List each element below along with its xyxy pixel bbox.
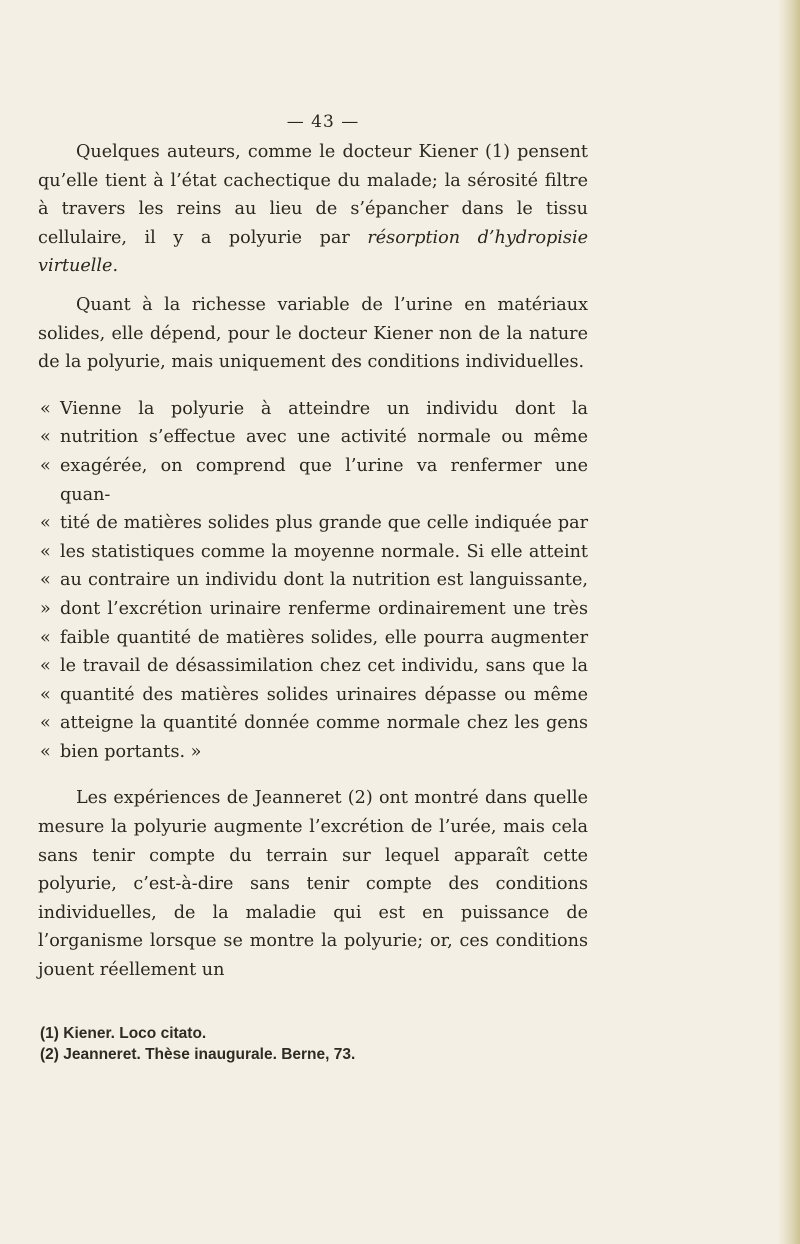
- italic-term: résorption d’hydropisie virtuelle.: [38, 227, 588, 277]
- quote-text: les statistiques comme la moyenne normale. Si elle atteint: [60, 541, 588, 562]
- footnotes: [38, 1023, 588, 1065]
- quote-line: [38, 509, 588, 538]
- quote-text: bien portants. »: [60, 741, 202, 762]
- quote-text: dont l’excrétion urinaire renferme ordinairement une très: [60, 598, 588, 619]
- quote-line: [38, 566, 588, 595]
- quote-mark: «: [40, 398, 51, 419]
- quote-mark: «: [40, 570, 51, 591]
- quote-text: quantité des matières solides urinaires dépasse ou même: [60, 684, 588, 705]
- quote-line: [38, 538, 588, 567]
- footnote-2: (2) Jeanneret. Thèse inaugurale. Berne, 73.: [40, 1045, 356, 1063]
- page-number: — 43 —: [286, 112, 360, 132]
- quote-text: faible quantité de matières solides, elle pourra augmenter: [60, 627, 588, 648]
- quote-text: le travail de désassimilation chez cet individu, sans que la: [60, 656, 588, 677]
- quote-line: [38, 423, 588, 452]
- quote-line: [38, 624, 588, 653]
- quote-text: nutrition s’effectue avec une activité normale ou même: [60, 427, 588, 448]
- quote-mark: «: [40, 656, 51, 677]
- quote-mark: «: [40, 627, 51, 648]
- footnote-1: (1) Kiener. Loco citato.: [40, 1024, 207, 1042]
- paragraph-kiener-theory-text: Quelques auteurs, comme le docteur Kiener (1) pensent qu’elle tient à l’état cachectique du malade; la sérosité filtre à travers les reins au lieu de s’épancher dans le tissu cellulaire, il y a polyurie par: [38, 142, 588, 248]
- quote-mark: «: [40, 513, 51, 534]
- paragraph-jeanneret-experiments: Les expériences de Jeanneret (2) ont montré dans quelle mesure la polyurie augmente l’excrétion de l’urée, mais cela sans tenir compte du terrain sur lequel apparaît cette polyurie, c’est-à-dire sans tenir compte des conditions individuelles, de la maladie qui est en puissance de l’organisme lorsque se montre la polyurie; or, ces conditions jouent réellement un: [38, 788, 588, 981]
- quote-mark: «: [40, 684, 51, 705]
- quote-text: Vienne la polyurie à atteindre un individu dont la: [60, 398, 588, 419]
- quote-text: atteigne la quantité donnée comme normale chez les gens: [60, 713, 588, 734]
- quote-mark: «: [40, 713, 51, 734]
- quote-mark: «: [40, 427, 51, 448]
- quote-line: [38, 709, 588, 738]
- quote-line: [38, 738, 588, 767]
- paragraph-kiener-theory: [38, 138, 588, 281]
- quote-text: tité de matières solides plus grande que celle indiquée par: [60, 513, 588, 534]
- page-edge-shadow: [778, 0, 800, 1244]
- block-quote: [38, 395, 588, 767]
- quote-line: [38, 681, 588, 710]
- quote-line: [38, 395, 588, 424]
- quote-text: exagérée, on comprend que l’urine va renfermer une quan-: [60, 455, 588, 505]
- quote-mark: »: [40, 598, 51, 619]
- book-page: [38, 112, 588, 1065]
- quote-text: au contraire un individu dont la nutrition est languissante,: [60, 570, 588, 591]
- quote-line: [38, 452, 588, 509]
- quote-line: [38, 652, 588, 681]
- quote-line: [38, 595, 588, 624]
- quote-mark: «: [40, 741, 51, 762]
- paragraph-urine-richness: Quant à la richesse variable de l’urine en matériaux solides, elle dépend, pour le docteur Kiener non de la nature de la polyurie, mais uniquement des conditions individuelles.: [38, 294, 588, 373]
- quote-mark: «: [40, 541, 51, 562]
- quote-mark: «: [40, 455, 51, 476]
